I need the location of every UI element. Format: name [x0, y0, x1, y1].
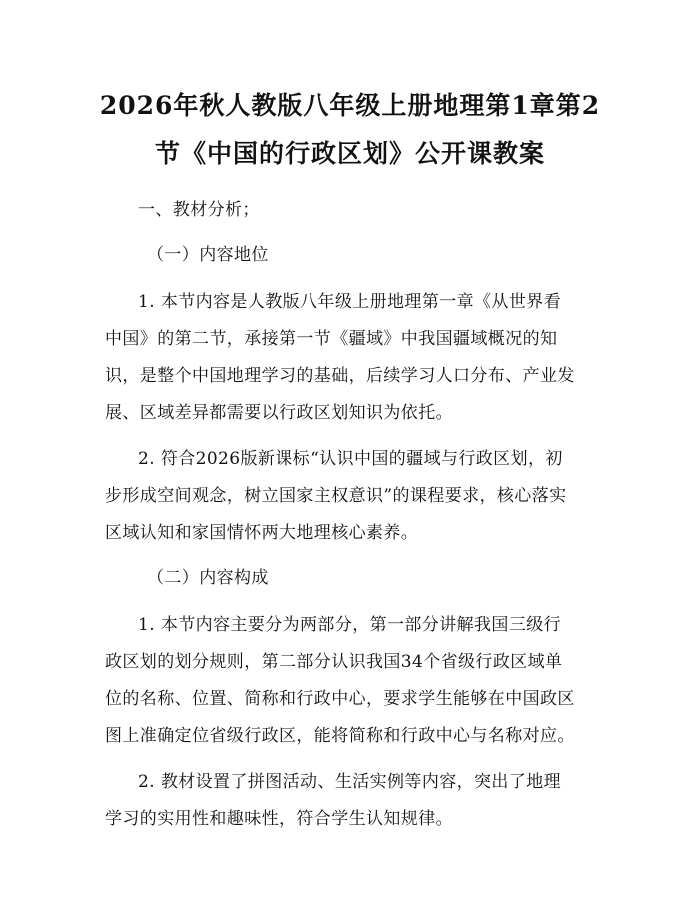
subsection-heading: （二）内容构成 — [147, 568, 269, 588]
paragraph-line: 区域认知和家国情怀两大地理核心素养。 — [105, 523, 419, 543]
paragraph-line: 1. 本节内容主要分为两部分，第一部分讲解我国三级行 — [138, 615, 562, 635]
paragraph-line: 展、区域差异都需要以行政区划知识为依托。 — [105, 403, 453, 423]
section-heading: 一、教材分析； — [138, 200, 260, 220]
page-title-line-1: 2026年秋人教版八年级上册地理第1章第2 — [99, 91, 601, 120]
paragraph-line: 位的名称、位置、简称和行政中心，要求学生能够在中国政区 — [105, 689, 575, 709]
paragraph-line: 识，是整个中国地理学习的基础，后续学习人口分布、产业发 — [105, 366, 575, 386]
page-title-line-2: 节《中国的行政区划》公开课教案 — [154, 139, 545, 168]
paragraph-line: 政区划的划分规则，第二部分认识我国34个省级行政区域单 — [105, 652, 563, 672]
paragraph-line: 2. 符合2026版新课标“认识中国的疆域与行政区划，初 — [138, 449, 563, 469]
paragraph-line: 2. 教材设置了拼图活动、生活实例等内容，突出了地理 — [138, 772, 562, 792]
paragraph-line: 图上准确定位省级行政区，能将简称和行政中心与名称对应。 — [105, 726, 575, 746]
paragraph-line: 1. 本节内容是人教版八年级上册地理第一章《从世界看 — [138, 292, 562, 312]
paragraph-line: 学习的实用性和趣味性，符合学生认知规律。 — [105, 809, 453, 829]
paragraph-line: 步形成空间观念，树立国家主权意识”的课程要求，核心落实 — [105, 486, 567, 506]
paragraph-line: 中国》的第二节，承接第一节《疆域》中我国疆域概况的知 — [105, 329, 558, 349]
subsection-heading: （一）内容地位 — [147, 245, 269, 265]
